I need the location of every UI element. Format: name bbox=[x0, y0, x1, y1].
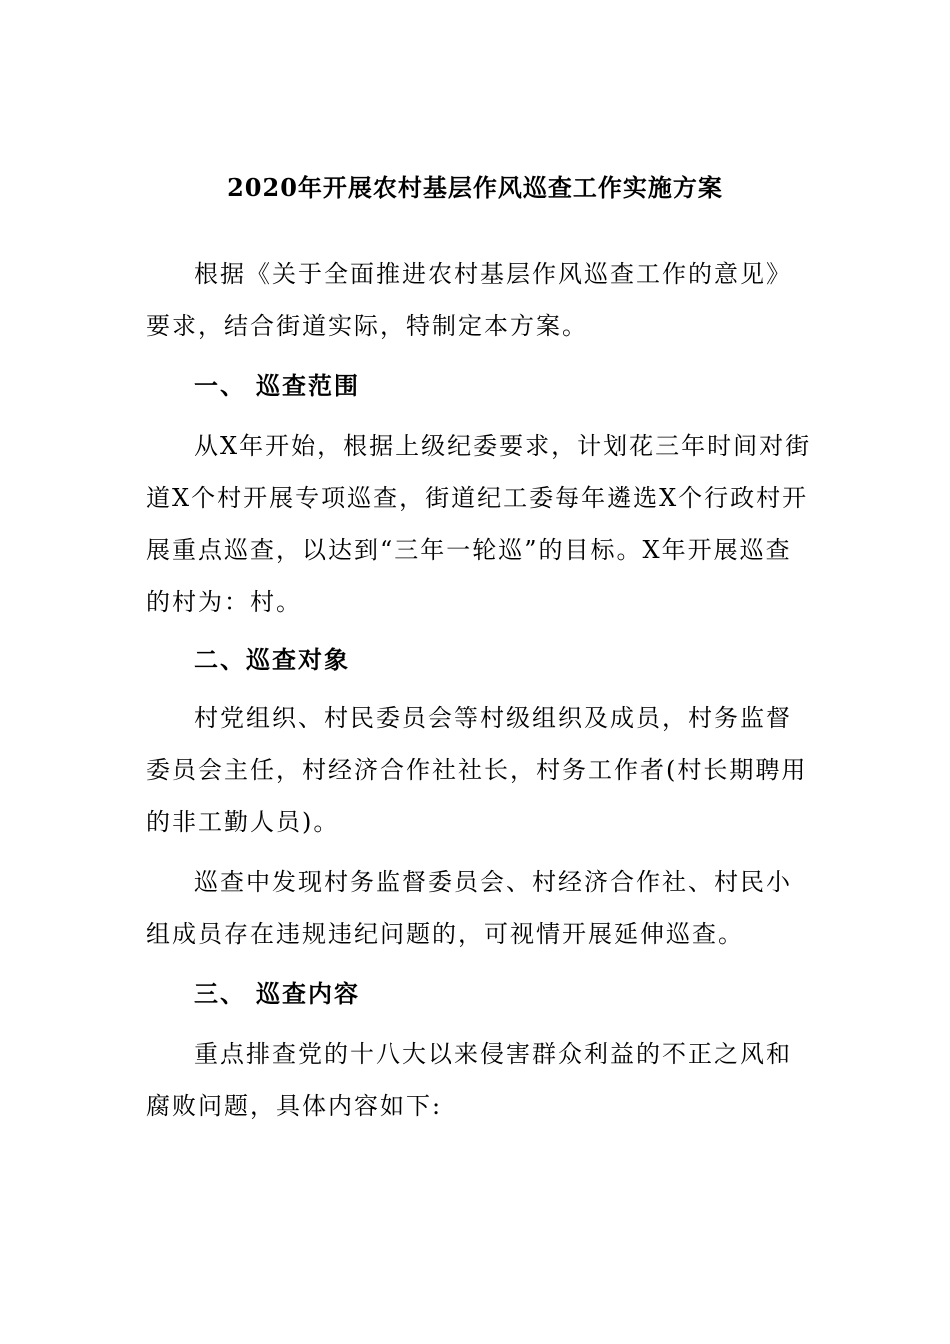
section-1-title: 巡查范围 bbox=[256, 371, 360, 400]
section-3-line-1: 重点排查党的十八大以来侵害群众利益的不正之风和 bbox=[194, 1040, 792, 1068]
section-3-title: 巡查内容 bbox=[256, 979, 360, 1008]
section-1-number: 一、 bbox=[194, 371, 246, 400]
section-2-title: 巡查对象 bbox=[246, 645, 350, 674]
section-2-paragraph-2 bbox=[146, 856, 811, 960]
section-1-line-3: 展重点巡查，以达到“三年一轮巡”的目标。X年开展巡查 bbox=[146, 536, 792, 564]
intro-line-2: 要求，结合街道实际，特制定本方案。 bbox=[146, 312, 588, 340]
section-1-line-1: 从X年开始，根据上级纪委要求，计划花三年时间对街 bbox=[194, 432, 812, 460]
intro-line-1: 根据《关于全面推进农村基层作风巡查工作的意见》 bbox=[194, 260, 792, 288]
section-2-p1-line-1: 村党组织、村民委员会等村级组织及成员，村务监督 bbox=[194, 704, 792, 732]
section-2-p1-line-3: 的非工勤人员)。 bbox=[146, 808, 340, 836]
intro-paragraph bbox=[146, 248, 811, 352]
section-2-heading bbox=[146, 634, 811, 686]
section-1-paragraph bbox=[146, 420, 811, 628]
section-1-line-4: 的村为：村。 bbox=[146, 588, 302, 616]
section-1-heading bbox=[146, 360, 811, 412]
section-1-line-2: 道X个村开展专项巡查，街道纪工委每年遴选X个行政村开 bbox=[146, 484, 809, 512]
section-2-number: 二、 bbox=[194, 645, 246, 674]
section-3-paragraph bbox=[146, 1028, 811, 1132]
section-2-p1-line-2: 委员会主任，村经济合作社社长，村务工作者(村长期聘用 bbox=[146, 756, 808, 784]
section-2-p2-line-2: 组成员存在违规违纪问题的，可视情开展延伸巡查。 bbox=[146, 920, 744, 948]
document-title: 2020年开展农村基层作风巡查工作实施方案 bbox=[227, 173, 723, 202]
section-3-heading bbox=[146, 968, 811, 1020]
section-2-p2-line-1: 巡查中发现村务监督委员会、村经济合作社、村民小 bbox=[194, 868, 792, 896]
section-3-line-2: 腐败问题，具体内容如下: bbox=[146, 1092, 443, 1120]
section-3-number: 三、 bbox=[194, 979, 246, 1008]
section-2-paragraph-1 bbox=[146, 692, 811, 848]
